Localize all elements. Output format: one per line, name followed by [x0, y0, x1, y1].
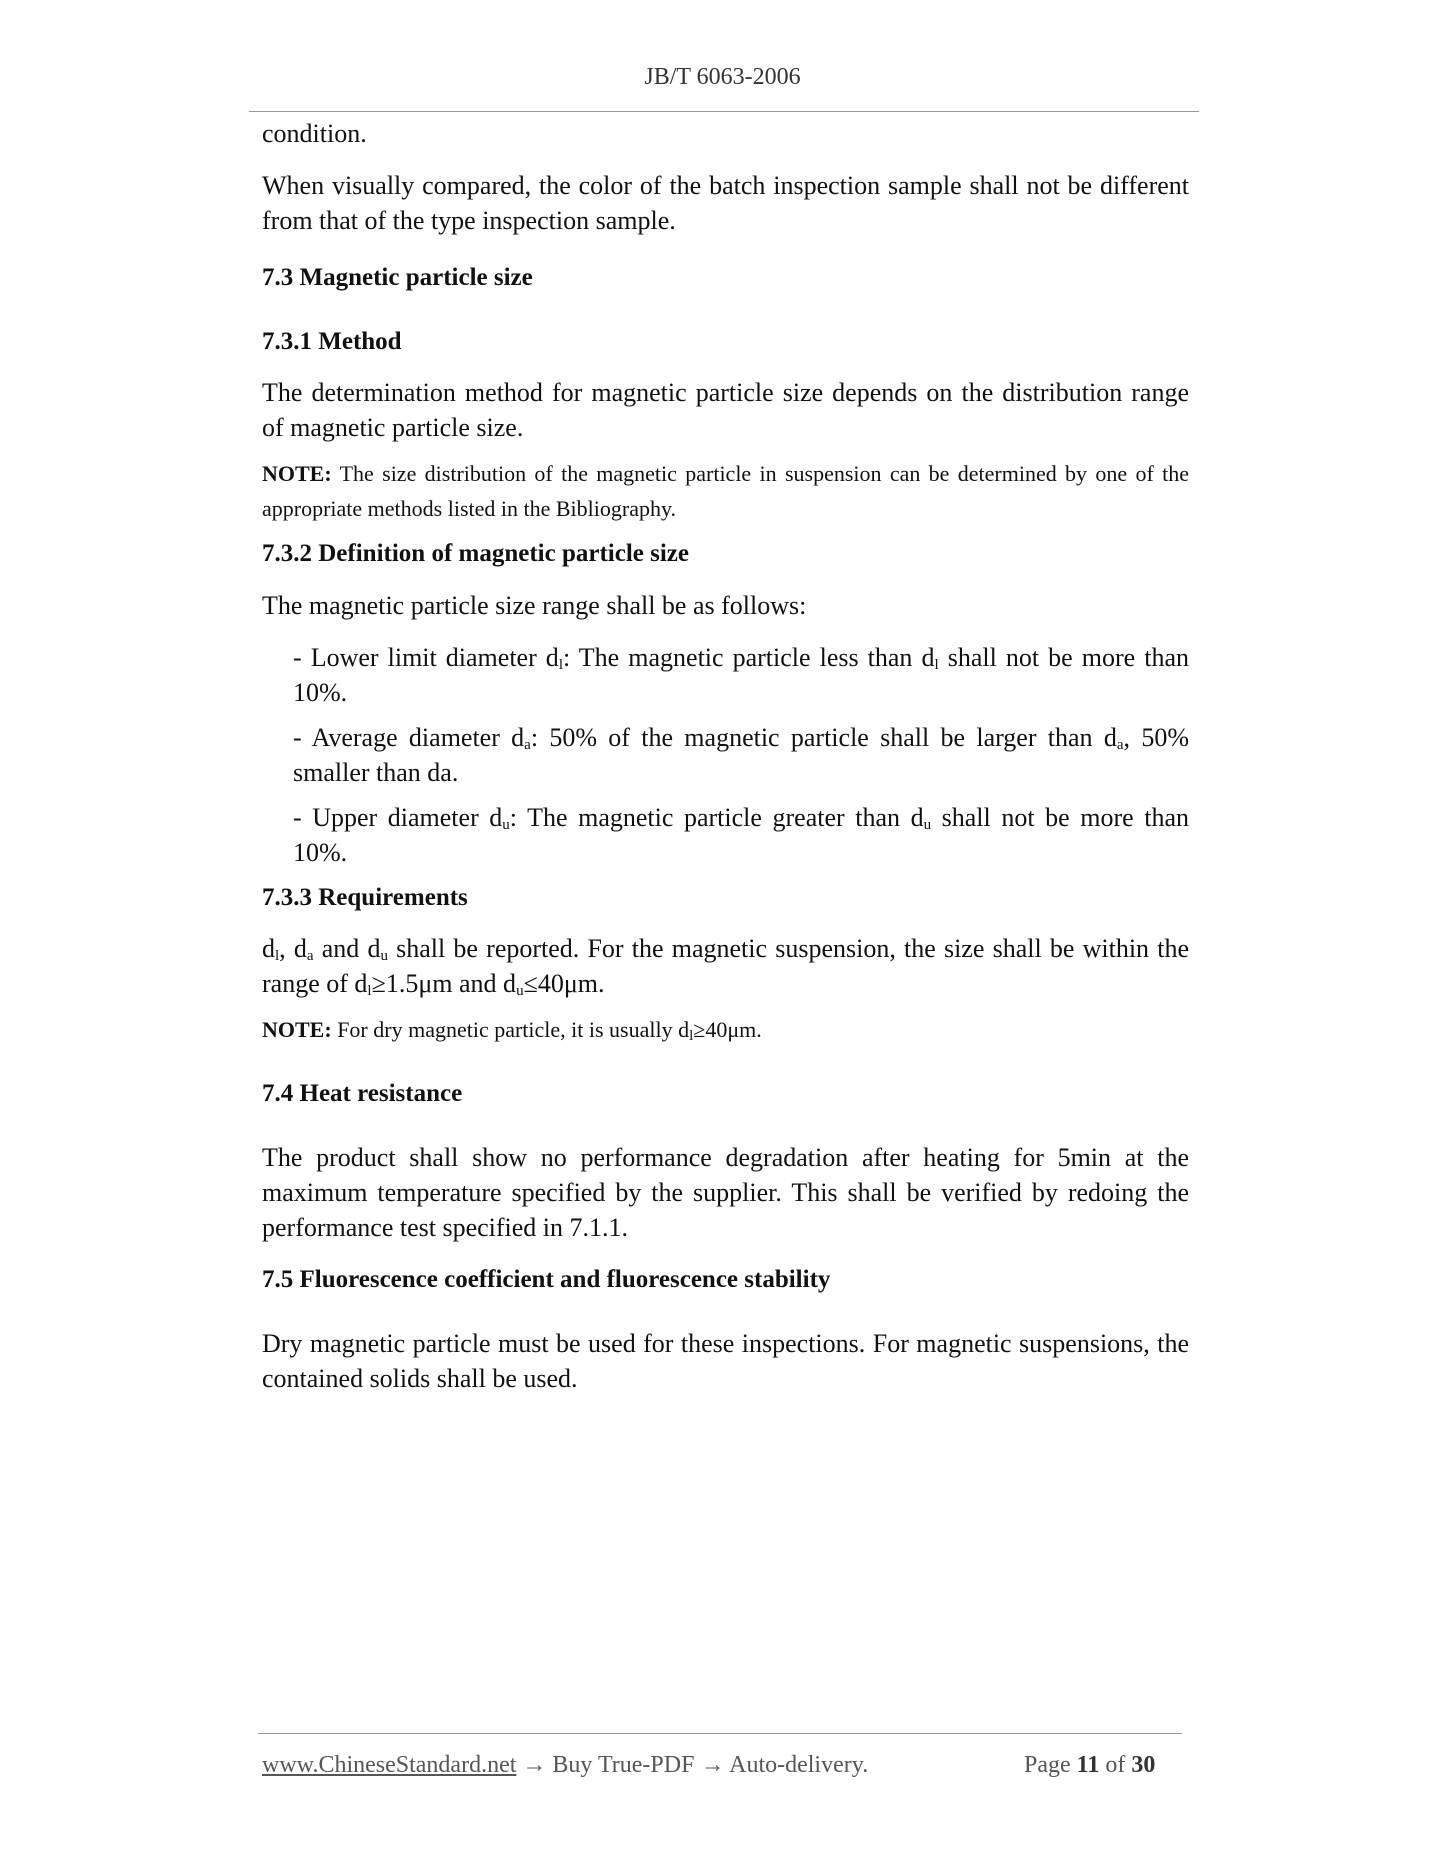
subscript: u [516, 983, 524, 999]
text-span: - Lower limit diameter d [293, 643, 559, 672]
paragraph-fluorescence: Dry magnetic particle must be used for these inspections. For magnetic suspensions, the contained solids shall be used. [262, 1329, 1189, 1393]
footer-tagline: → Buy True-PDF → Auto-delivery. [516, 1752, 869, 1778]
note-label: NOTE: [262, 461, 332, 486]
paragraph-condition: condition. [262, 119, 367, 148]
subscript: a [306, 948, 314, 964]
subscript: u [502, 817, 510, 833]
note-dry-particle [262, 1012, 1189, 1047]
subscript: l [934, 657, 939, 673]
paragraph-heat-resistance: The product shall show no performance degradation after heating for 5min at the maximum temperature specified by the supplier. This shall be verified by redoing the performance test specified in 7.1.1. [262, 1143, 1189, 1242]
heading-7-4: 7.4 Heat resistance [262, 1080, 463, 1107]
page-word: Page [1024, 1752, 1077, 1778]
text-span: shall not be more than 10%. [293, 803, 1189, 867]
text-span: : The magnetic particle greater than d [509, 803, 924, 832]
page-indicator [1024, 1752, 1155, 1779]
document-code-header: JB/T 6063-2006 [644, 64, 801, 90]
subscript: a [524, 737, 531, 753]
of-word: of [1099, 1752, 1132, 1778]
footer-divider [258, 1733, 1182, 1734]
footer-link-line [262, 1752, 868, 1779]
heading-7-3-3: 7.3.3 Requirements [262, 884, 468, 911]
subscript: l [689, 1028, 694, 1044]
note-size-distribution [262, 456, 1189, 526]
list-item-average [293, 720, 1189, 790]
total-pages: 30 [1131, 1752, 1156, 1778]
text-span: , d [279, 934, 307, 963]
list-item-upper [293, 800, 1189, 870]
text-span: ≥1.5μm and d [371, 969, 517, 998]
text-span: d [262, 934, 275, 963]
heading-7-3-2: 7.3.2 Definition of magnetic particle size [262, 540, 689, 567]
note-text: ≥40μm. [693, 1017, 762, 1042]
text-span: : 50% of the magnetic particle shall be larger than d [530, 723, 1117, 752]
subscript: a [1116, 737, 1124, 753]
text-span: shall not be more than 10%. [293, 643, 1189, 707]
list-item-lower-limit [293, 640, 1189, 710]
heading-7-5: 7.5 Fluorescence coefficient and fluorescence stability [262, 1266, 831, 1293]
text-span: - Upper diameter d [293, 803, 503, 832]
paragraph-color-comparison: When visually compared, the color of the batch inspection sample shall not be different from that of the type inspection sample. [262, 171, 1189, 235]
text-span: : The magnetic particle less than d [562, 643, 935, 672]
note-text: The size distribution of the magnetic particle in suspension can be determined by one of the appropriate methods listed in the Bibliography. [262, 461, 1189, 521]
subscript: l [367, 983, 372, 999]
header-divider [249, 111, 1199, 112]
subscript: u [380, 948, 388, 964]
heading-7-3: 7.3 Magnetic particle size [262, 264, 533, 291]
subscript: l [558, 657, 563, 673]
subscript: u [923, 817, 932, 833]
subscript: l [275, 948, 280, 964]
heading-7-3-1: 7.3.1 Method [262, 328, 402, 355]
text-span: ≤40μm. [523, 969, 605, 998]
paragraph-size-range: The magnetic particle size range shall be as follows: [262, 591, 807, 620]
paragraph-requirements [262, 931, 1189, 1001]
text-span: - Average diameter d [293, 723, 525, 752]
text-span: , 50% smaller than da. [293, 723, 1189, 787]
text-span: and d [313, 934, 381, 963]
note-label: NOTE: [262, 1017, 332, 1042]
paragraph-method: The determination method for magnetic particle size depends on the distribution range of magnetic particle size. [262, 378, 1189, 442]
note-text: For dry magnetic particle, it is usually d [331, 1017, 690, 1042]
text-span: shall be reported. For the magnetic suspension, the size shall be within the range of d [262, 934, 1189, 998]
website-link[interactable]: www.ChineseStandard.net [262, 1752, 517, 1778]
current-page-number: 11 [1076, 1752, 1100, 1778]
